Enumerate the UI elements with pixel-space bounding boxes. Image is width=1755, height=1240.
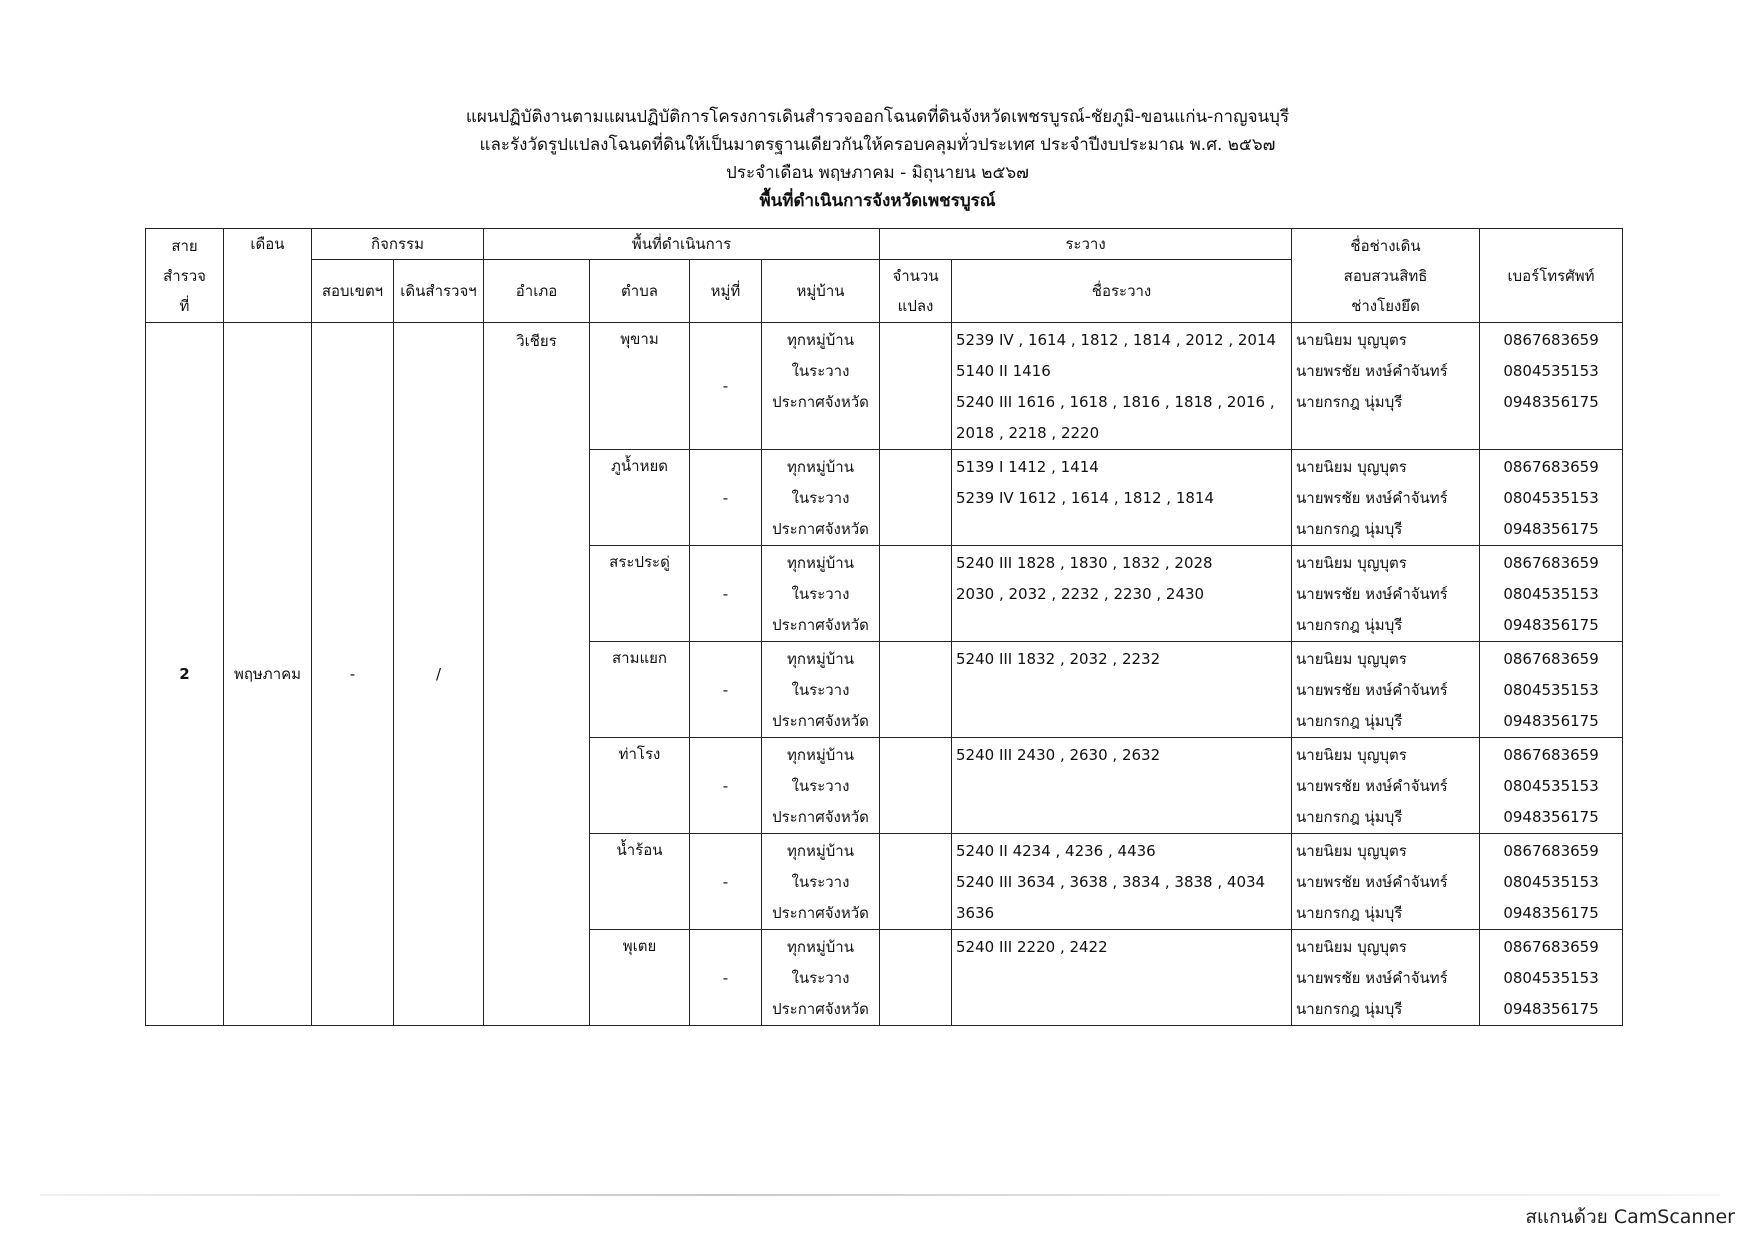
surveyor-cell-line: นายนิยม บุญบุตร: [1296, 938, 1407, 956]
phone-cell-line: 0867683659: [1503, 331, 1599, 349]
moo-cell: -: [690, 930, 762, 1026]
district-cell: วิเชียร: [484, 323, 590, 1026]
zone-name-cell-line: 5239 IV 1612 , 1614 , 1812 , 1814: [956, 489, 1215, 507]
phone-cell: [1480, 450, 1623, 546]
phone-cell-line: 0867683659: [1503, 938, 1599, 956]
subdistrict-cell: พุเตย: [590, 930, 690, 1026]
table-body: [146, 323, 1623, 1026]
moo-cell: -: [690, 323, 762, 450]
zone-name-cell: [952, 642, 1292, 738]
zone-name-cell-line: 5240 III 1828 , 1830 , 1832 , 2028: [956, 554, 1213, 572]
village-cell-line: ทุกหมู่บ้าน: [787, 650, 854, 668]
surveyor-cell-line: นายพรชัย หงษ์คำจันทร์: [1296, 681, 1448, 699]
surveyor-cell-line: นายพรชัย หงษ์คำจันทร์: [1296, 873, 1448, 891]
phone-cell-line: 0804535153: [1503, 681, 1599, 699]
surveyor-cell-line: นายกรกฎ นุ่มบุรี: [1296, 520, 1403, 538]
surveyor-cell-line: นายกรกฎ นุ่มบุรี: [1296, 712, 1403, 730]
phone-cell-line: 0867683659: [1503, 458, 1599, 476]
header-activity-boundary: สอบเขตฯ: [312, 260, 394, 323]
phone-cell-line: 0948356175: [1503, 520, 1599, 538]
village-cell-line: ในระวาง: [791, 969, 850, 987]
zone-name-cell: [952, 450, 1292, 546]
surveyor-cell-line: นายนิยม บุญบุตร: [1296, 746, 1407, 764]
surveyor-cell-line: นายกรกฎ นุ่มบุรี: [1296, 393, 1403, 411]
zone-name-cell-line: 5240 III 2220 , 2422: [956, 938, 1108, 956]
surveyor-cell-line: นายพรชัย หงษ์คำจันทร์: [1296, 777, 1448, 795]
surveyor-cell: [1292, 642, 1480, 738]
survey-mark-cell: /: [394, 323, 484, 1026]
plot-count-cell: [880, 323, 952, 450]
header-activity-survey: เดินสำรวจฯ: [394, 260, 484, 323]
surveyor-cell: [1292, 930, 1480, 1026]
header-district: อำเภอ: [484, 260, 590, 323]
moo-cell: -: [690, 546, 762, 642]
table-row: [146, 323, 1623, 450]
village-cell-line: ประกาศจังหวัด: [772, 616, 869, 634]
phone-cell-line: 0804535153: [1503, 873, 1599, 891]
phone-cell-line: 0804535153: [1503, 585, 1599, 603]
title-line-2: และรังวัดรูปแปลงโฉนดที่ดินให้เป็นมาตรฐานเดียวกันให้ครอบคลุมทั่วประเทศ ประจำปีงบประมาณ พ.ศ. ๒๕๖๗: [479, 135, 1276, 155]
phone-cell-line: 0948356175: [1503, 616, 1599, 634]
plot-count-cell: [880, 834, 952, 930]
surveyor-cell-line: นายนิยม บุญบุตร: [1296, 650, 1407, 668]
zone-name-cell-line: 5239 IV , 1614 , 1812 , 1814 , 2012 , 2014: [956, 331, 1277, 349]
phone-cell-line: 0948356175: [1503, 712, 1599, 730]
phone-cell-line: 0948356175: [1503, 393, 1599, 411]
header-plot-count: จำนวน แปลง: [880, 260, 952, 323]
surveyor-cell-line: นายนิยม บุญบุตร: [1296, 331, 1407, 349]
surveyor-cell-line: นายพรชัย หงษ์คำจันทร์: [1296, 585, 1448, 603]
moo-cell: -: [690, 834, 762, 930]
boundary-mark-cell: -: [312, 323, 394, 1026]
surveyor-cell: [1292, 546, 1480, 642]
village-cell-line: ในระวาง: [791, 362, 850, 380]
phone-cell-line: 0804535153: [1503, 777, 1599, 795]
phone-cell-line: 0948356175: [1503, 808, 1599, 826]
village-cell: [762, 834, 880, 930]
plot-count-cell: [880, 546, 952, 642]
village-cell-line: ในระวาง: [791, 681, 850, 699]
village-cell-line: ทุกหมู่บ้าน: [787, 458, 854, 476]
zone-name-cell-line: 3636: [956, 904, 995, 922]
zone-name-cell-line: 5139 I 1412 , 1414: [956, 458, 1099, 476]
village-cell: [762, 546, 880, 642]
zone-name-cell: [952, 546, 1292, 642]
header-month: เดือน: [224, 229, 312, 323]
moo-cell: -: [690, 738, 762, 834]
camscanner-watermark: สแกนด้วย CamScanner: [1525, 1206, 1735, 1228]
zone-name-cell-line: 2030 , 2032 , 2232 , 2230 , 2430: [956, 585, 1205, 603]
zone-name-cell: [952, 834, 1292, 930]
phone-cell-line: 0804535153: [1503, 362, 1599, 380]
village-cell: [762, 450, 880, 546]
village-cell-line: ประกาศจังหวัด: [772, 712, 869, 730]
surveyor-cell-line: นายนิยม บุญบุตร: [1296, 458, 1407, 476]
surveyor-cell-line: นายกรกฎ นุ่มบุรี: [1296, 808, 1403, 826]
title-line-1: แผนปฏิบัติงานตามแผนปฏิบัติการโครงการเดินสำรวจออกโฉนดที่ดินจังหวัดเพชรบูรณ์-ชัยภูมิ-ขอนแก่น-กาญจนบุรี: [465, 107, 1290, 127]
phone-cell: [1480, 546, 1623, 642]
village-cell-line: ในระวาง: [791, 585, 850, 603]
header-area: พื้นที่ดำเนินการ: [484, 229, 880, 260]
surveyor-cell: [1292, 834, 1480, 930]
plot-count-cell: [880, 738, 952, 834]
surveyor-cell: [1292, 323, 1480, 450]
header-phone: เบอร์โทรศัพท์: [1480, 229, 1623, 323]
month-cell: พฤษภาคม: [224, 323, 312, 1026]
moo-cell: -: [690, 642, 762, 738]
document-title-block: [0, 103, 1755, 215]
subdistrict-cell: ภูน้ำหยด: [590, 450, 690, 546]
survey-plan-table: [145, 228, 1623, 1026]
surveyor-cell-line: นายพรชัย หงษ์คำจันทร์: [1296, 969, 1448, 987]
zone-name-cell: [952, 738, 1292, 834]
surveyor-cell-line: นายกรกฎ นุ่มบุรี: [1296, 904, 1403, 922]
village-cell-line: ประกาศจังหวัด: [772, 808, 869, 826]
phone-cell: [1480, 323, 1623, 450]
phone-cell-line: 0867683659: [1503, 650, 1599, 668]
surveyor-cell-line: นายพรชัย หงษ์คำจันทร์: [1296, 489, 1448, 507]
phone-cell-line: 0804535153: [1503, 969, 1599, 987]
phone-cell-line: 0948356175: [1503, 1000, 1599, 1018]
header-moo: หมู่ที่: [690, 260, 762, 323]
zone-name-cell-line: 5240 III 1616 , 1618 , 1816 , 1818 , 2016 ,: [956, 393, 1275, 411]
phone-cell: [1480, 738, 1623, 834]
village-cell-line: ทุกหมู่บ้าน: [787, 331, 854, 349]
village-cell-line: ทุกหมู่บ้าน: [787, 938, 854, 956]
village-cell-line: ประกาศจังหวัด: [772, 904, 869, 922]
phone-cell-line: 0867683659: [1503, 842, 1599, 860]
village-cell-line: ในระวาง: [791, 489, 850, 507]
surveyor-cell-line: นายนิยม บุญบุตร: [1296, 842, 1407, 860]
zone-name-cell-line: 5240 III 1832 , 2032 , 2232: [956, 650, 1161, 668]
surveyor-cell-line: นายนิยม บุญบุตร: [1296, 554, 1407, 572]
surveyor-cell-line: นายพรชัย หงษ์คำจันทร์: [1296, 362, 1448, 380]
line-no-cell: 2: [146, 323, 224, 1026]
phone-cell-line: 0867683659: [1503, 554, 1599, 572]
zone-name-cell: [952, 930, 1292, 1026]
village-cell: [762, 738, 880, 834]
village-cell-line: ในระวาง: [791, 777, 850, 795]
phone-cell-line: 0867683659: [1503, 746, 1599, 764]
header-activity: กิจกรรม: [312, 229, 484, 260]
header-surveyor: ชื่อช่างเดิน สอบสวนสิทธิ ช่างโยงยึด: [1292, 229, 1480, 323]
surveyor-cell: [1292, 450, 1480, 546]
phone-cell-line: 0804535153: [1503, 489, 1599, 507]
surveyor-cell: [1292, 738, 1480, 834]
subdistrict-cell: ท่าโรง: [590, 738, 690, 834]
plot-count-cell: [880, 930, 952, 1026]
header-subdistrict: ตำบล: [590, 260, 690, 323]
phone-cell: [1480, 834, 1623, 930]
zone-name-cell-line: 5140 II 1416: [956, 362, 1051, 380]
subdistrict-cell: พุขาม: [590, 323, 690, 450]
moo-cell: -: [690, 450, 762, 546]
village-cell-line: ทุกหมู่บ้าน: [787, 746, 854, 764]
title-line-3: ประจำเดือน พฤษภาคม - มิถุนายน ๒๕๖๗: [726, 163, 1029, 183]
surveyor-cell-line: นายกรกฎ นุ่มบุรี: [1296, 616, 1403, 634]
village-cell-line: ในระวาง: [791, 873, 850, 891]
surveyor-cell-line: นายกรกฎ นุ่มบุรี: [1296, 1000, 1403, 1018]
village-cell-line: ประกาศจังหวัด: [772, 1000, 869, 1018]
subdistrict-cell: สามแยก: [590, 642, 690, 738]
village-cell: [762, 642, 880, 738]
phone-cell: [1480, 642, 1623, 738]
village-cell-line: ประกาศจังหวัด: [772, 520, 869, 538]
village-cell: [762, 930, 880, 1026]
village-cell: [762, 323, 880, 450]
header-village: หมู่บ้าน: [762, 260, 880, 323]
phone-cell-line: 0948356175: [1503, 904, 1599, 922]
village-cell-line: ทุกหมู่บ้าน: [787, 842, 854, 860]
plot-count-cell: [880, 450, 952, 546]
header-line-no: สาย สำรวจ ที่: [146, 229, 224, 323]
village-cell-line: ประกาศจังหวัด: [772, 393, 869, 411]
zone-name-cell: [952, 323, 1292, 450]
plot-count-cell: [880, 642, 952, 738]
title-line-4: พื้นที่ดำเนินการจังหวัดเพชรบูรณ์: [759, 191, 996, 211]
zone-name-cell-line: 2018 , 2218 , 2220: [956, 424, 1100, 442]
phone-cell: [1480, 930, 1623, 1026]
scan-edge-line: [40, 1194, 1720, 1196]
village-cell-line: ทุกหมู่บ้าน: [787, 554, 854, 572]
zone-name-cell-line: 5240 II 4234 , 4236 , 4436: [956, 842, 1156, 860]
zone-name-cell-line: 5240 III 3634 , 3638 , 3834 , 3838 , 4034: [956, 873, 1266, 891]
subdistrict-cell: สระประดู่: [590, 546, 690, 642]
subdistrict-cell: น้ำร้อน: [590, 834, 690, 930]
header-zone-name: ชื่อระวาง: [952, 260, 1292, 323]
header-zone: ระวาง: [880, 229, 1292, 260]
header-row-1: [146, 229, 1623, 260]
zone-name-cell-line: 5240 III 2430 , 2630 , 2632: [956, 746, 1161, 764]
